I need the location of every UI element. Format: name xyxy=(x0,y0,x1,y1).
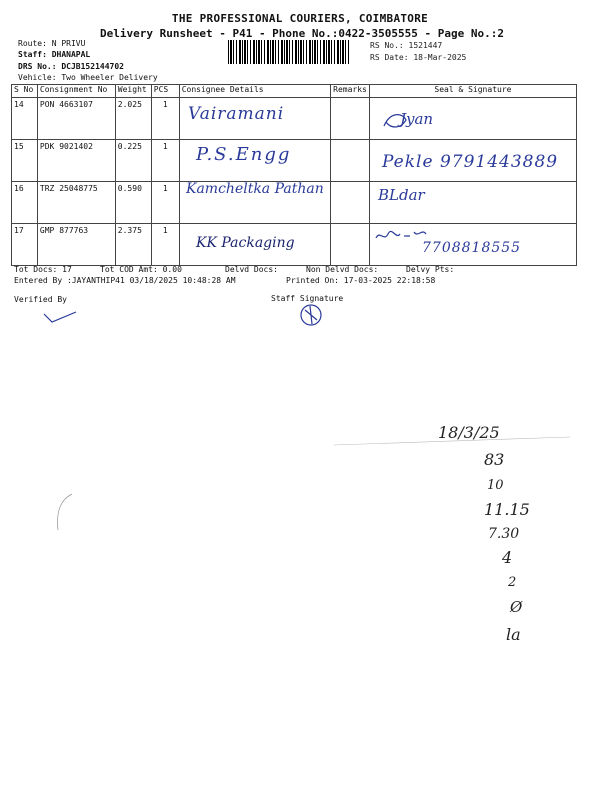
column-header: Weight xyxy=(115,85,151,98)
pencil-note: 4 xyxy=(502,548,513,567)
staff-signature-stamp xyxy=(296,300,328,330)
runsheet-title: Delivery Runsheet - P41 - Phone No.:0422-3505555 - Page No.:2 xyxy=(100,27,504,40)
column-header: Remarks xyxy=(331,85,370,98)
pencil-note: 83 xyxy=(484,450,505,469)
rs-number: RS No.: 1521447 xyxy=(370,41,443,50)
staff-label: Staff: DHANAPAL xyxy=(18,50,91,59)
verified-by-label: Verified By xyxy=(14,295,67,304)
pieces: 1 xyxy=(151,98,179,140)
signature-loop xyxy=(380,108,410,134)
pieces: 1 xyxy=(151,182,179,224)
company-name: THE PROFESSIONAL COURIERS, COIMBATORE xyxy=(171,12,429,25)
remarks xyxy=(331,140,370,182)
handwritten-consignee: Vairamani xyxy=(188,104,285,124)
handwritten-consignee: KK Packaging xyxy=(196,235,295,251)
handwritten-signature: Jyan xyxy=(400,110,434,128)
remarks xyxy=(331,98,370,140)
serial-number: 14 xyxy=(12,98,38,140)
table-header-row xyxy=(12,85,577,98)
drs-number: DRS No.: DCJB152144702 xyxy=(18,62,124,71)
consignment-number: TRZ 25048775 xyxy=(37,182,115,224)
route-label: Route: N PRIVU xyxy=(18,39,86,48)
signature-scribble xyxy=(372,226,432,246)
weight: 2.375 xyxy=(115,224,151,266)
non-delivered-docs: Non Delvd Docs: xyxy=(306,265,379,274)
weight: 2.025 xyxy=(115,98,151,140)
weight: 0.590 xyxy=(115,182,151,224)
pencil-note: 2 xyxy=(508,575,517,590)
entered-by: Entered By :JAYANTHIP41 03/18/2025 10:48:28 AM xyxy=(14,276,236,285)
pencil-note: 10 xyxy=(487,478,504,493)
serial-number: 16 xyxy=(12,182,38,224)
delivery-points: Delvy Pts: xyxy=(406,265,455,274)
pencil-note: 11.15 xyxy=(484,500,530,519)
handwritten-signature: BLdar xyxy=(378,186,425,204)
pencil-note: la xyxy=(506,625,521,644)
total-cod-amount: Tot COD Amt: 0.00 xyxy=(100,265,182,274)
handwritten-signature: 7708818555 xyxy=(422,240,522,256)
consignment-number: PON 4663107 xyxy=(37,98,115,140)
column-header: PCS xyxy=(151,85,179,98)
vehicle-label: Vehicle: Two Wheeler Delivery xyxy=(18,73,158,82)
handwritten-consignee: Kamcheltka Pathan xyxy=(186,181,324,197)
pencil-note: Ø xyxy=(510,598,523,616)
column-header: Seal & Signature xyxy=(369,85,576,98)
remarks xyxy=(331,224,370,266)
handwritten-consignee: P.S.Engg xyxy=(196,144,292,165)
rs-date: RS Date: 18-Mar-2025 xyxy=(370,53,467,62)
pencil-note: 7.30 xyxy=(488,526,520,542)
weight: 0.225 xyxy=(115,140,151,182)
total-docs: Tot Docs: 17 xyxy=(14,265,72,274)
pieces: 1 xyxy=(151,140,179,182)
consignment-number: GMP 877763 xyxy=(37,224,115,266)
verified-tick-mark xyxy=(40,308,80,326)
column-header: Consignment No xyxy=(37,85,115,98)
column-header: Consignee Details xyxy=(179,85,330,98)
handwritten-signature: Pekle 9791443889 xyxy=(382,152,559,172)
delivered-docs: Delvd Docs: xyxy=(225,265,278,274)
pieces: 1 xyxy=(151,224,179,266)
consignment-number: PDK 9021402 xyxy=(37,140,115,182)
pencil-stroke xyxy=(50,490,80,535)
column-header: S No xyxy=(12,85,38,98)
barcode xyxy=(228,40,350,64)
serial-number: 15 xyxy=(12,140,38,182)
staff-signature-label: Staff Signature xyxy=(271,294,344,303)
printed-on: Printed On: 17-03-2025 22:18:58 xyxy=(286,276,436,285)
remarks xyxy=(331,182,370,224)
pencil-date: 18/3/25 xyxy=(438,423,500,442)
serial-number: 17 xyxy=(12,224,38,266)
table-row xyxy=(12,98,577,140)
